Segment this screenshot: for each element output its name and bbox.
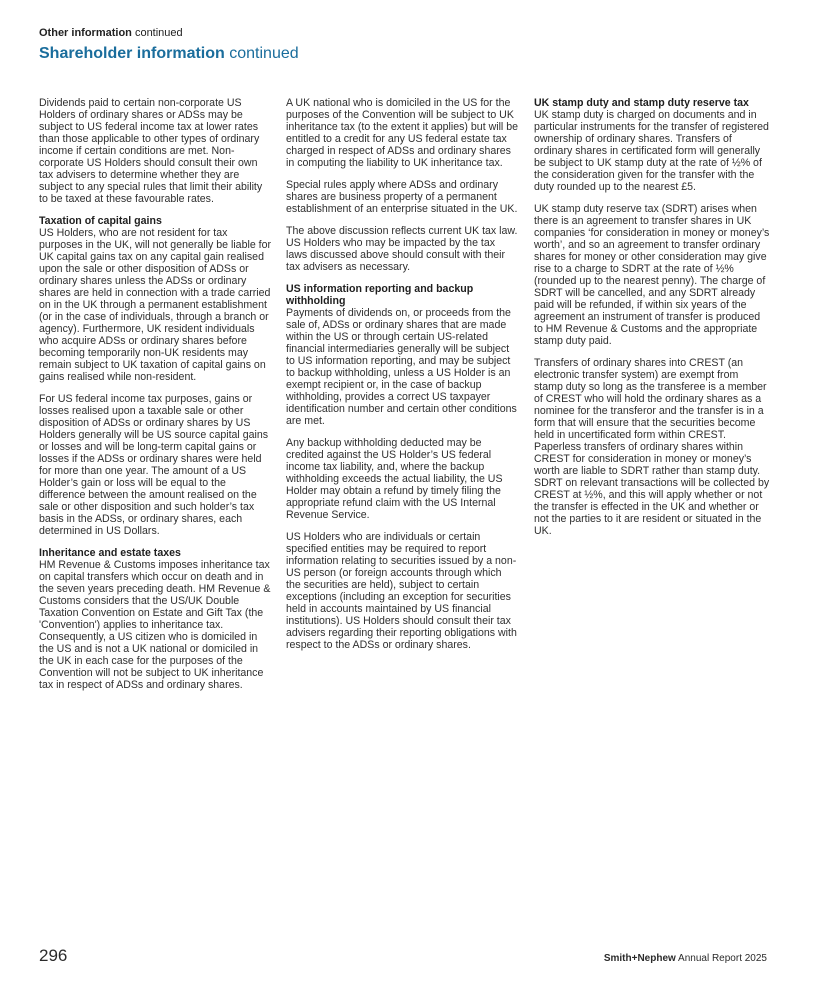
text-column-2 [286, 97, 518, 661]
page-title [39, 45, 299, 63]
subheading-inheritance: Inheritance and estate taxes [39, 547, 181, 559]
text-column-1 [39, 97, 273, 701]
paragraph: Payments of dividends on, or proceeds from the sale of, ADSs or ordinary shares that are made within the US or through certain US-related financial intermediaries generally will be subject to US information reporting, and may be subject to backup withholding, unless a US Holder is an exempt recipient or, in the case of backup withholding, provides a correct US taxpayer identification number and certain other conditions are met. [286, 307, 517, 427]
text-column-3 [534, 97, 770, 547]
paragraph: US Holders, who are not resident for tax purposes in the UK, will not generally be liable for UK capital gains tax on any capital gain realised upon the sale or other disposition of ADSs or ordinary shares unless the ADSs or ordinary shares are held in connection with a trade carried on in the UK through a permanent establishment (or in the case of individuals, through a branch or agency). Furthermore, UK resident individuals who acquire ADSs or ordinary shares before becoming temporarily non-UK residents may remain subject to UK taxation of capital gains on gains realised while non-resident. [39, 227, 272, 383]
paragraph: A UK national who is domiciled in the US for the purposes of the Convention will be subject to UK inheritance tax (to the extent it applies) but will be entitled to a credit for any US federal estate tax charged in respect of ADSs and ordinary shares in computing the liability to UK inheritance tax. [286, 97, 519, 169]
paragraph: US Holders who are individuals or certain specified entities may be required to report information relating to securities issued by a non-US person (or foreign accounts through which the securities are held), subject to certain exceptions (including an exception for securities held in accounts maintained by US financial institutions). US Holders should consult their tax advisers regarding their reporting obligations with respect to the ADSs or ordinary shares. [286, 531, 517, 651]
section-label-suffix: continued [131, 27, 183, 39]
paragraph: The above discussion reflects current UK tax law. US Holders who may be impacted by the tax laws discussed above should consult with their tax advisers as necessary. [286, 225, 518, 273]
paragraph: Any backup withholding deducted may be credited against the US Holder’s US federal income tax liability, and, where the backup withholding exceeds the actual liability, the US Holder may obtain a refund by timely filing the appropriate refund claim with the US Internal Revenue Service. [286, 437, 503, 521]
section-label-bold: Other information [39, 27, 132, 39]
paragraph: UK stamp duty reserve tax (SDRT) arises when there is an agreement to transfer shares in UK companies ‘for consideration in money or money’s worth’, and so an agreement to transfer ordinary shares for money or other consideration may give rise to a charge to SDRT at the rate of ½% (rounded up to the nearest penny). The charge of SDRT will be cancelled, and any SDRT already paid will be refunded, if within six years of the agreement an instrument of transfer is produced to HM Revenue & Customs and the appropriate stamp duty paid. [534, 203, 770, 347]
subheading-backup-withholding: US information reporting and backup withholding [286, 283, 474, 307]
footer-report-label [604, 953, 767, 964]
paragraph: UK stamp duty is charged on documents and in particular instruments for the transfer of registered ownership of ordinary shares. Transfers of ordinary shares in certificated form will generally be subject to UK stamp duty at the rate of ½% of the consideration given for the transfer with the duty rounded up to the nearest £5. [534, 109, 769, 193]
paragraph: Dividends paid to certain non-corporate US Holders of ordinary shares or ADSs may be subject to US federal income tax at lower rates than those applicable to other types of ordinary income if certain conditions are met. Non-corporate US Holders should consult their own tax advisers to determine whether they are subject to any special rules that limit their ability to be taxed at these favourable rates. [39, 97, 263, 205]
report-name: Annual Report 2025 [675, 953, 767, 964]
section-label [39, 27, 183, 39]
subheading-capital-gains: Taxation of capital gains [39, 215, 162, 227]
paragraph: Special rules apply where ADSs and ordinary shares are business property of a permanent establishment of an enterprise situated in the UK. [286, 179, 518, 215]
paragraph: HM Revenue & Customs imposes inheritance tax on capital transfers which occur on death and in the seven years preceding death. HM Revenue & Customs considers that the US/UK Double Taxation Convention on Estate and Gift Tax (the 'Convention') applies to inheritance tax. Consequently, a US citizen who is domiciled in the US and is not a UK national or domiciled in the UK in each case for the purposes of the Convention will not be subject to UK inheritance tax in respect of ADSs and ordinary shares. [39, 559, 271, 691]
page-title-bold: Shareholder information [39, 45, 225, 62]
subheading-stamp-duty: UK stamp duty and stamp duty reserve tax [534, 97, 749, 109]
paragraph: For US federal income tax purposes, gains or losses realised upon a taxable sale or other disposition of ADSs or ordinary shares by US Holders generally will be US source capital gains or losses and will be long-term capital gains or losses if the ADSs or ordinary shares were held for more than one year. The amount of a US Holder’s gain or loss will be equal to the difference between the amount realised on the sale or other disposition and such holder’s tax basis in the ADSs, or ordinary shares, each determined in US Dollars. [39, 393, 269, 537]
page-number: 296 [39, 946, 68, 965]
page-title-suffix: continued [224, 45, 299, 62]
paragraph: Transfers of ordinary shares into CREST (an electronic transfer system) are exempt from stamp duty so long as the transferee is a member of CREST who will hold the ordinary shares as a nominee for the transferor and the transfer is in a form that will ensure that the securities become held in uncertificated form within CREST. Paperless transfers of ordinary shares within CREST for consideration in money or money’s worth are liable to SDRT rather than stamp duty. SDRT on relevant transactions will be collected by CREST at ½%, and this will apply whether or not the transfer is effected in the UK and whether or not the parties to it are resident or situated in the UK. [534, 357, 770, 537]
brand-name: Smith+Nephew [603, 953, 676, 964]
